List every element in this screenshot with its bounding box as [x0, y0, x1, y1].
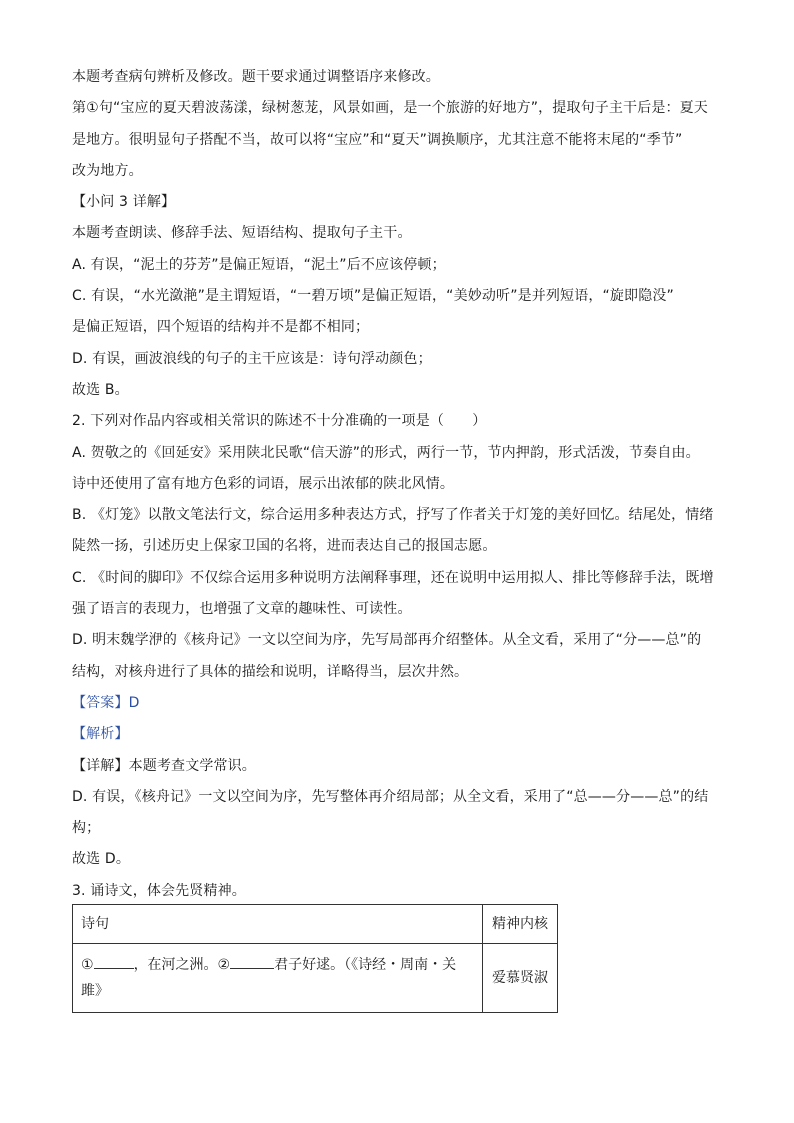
blank-1[interactable] [94, 954, 134, 969]
blank-2[interactable] [230, 954, 274, 969]
text-line: C. 有误，“水光潋滟”是主谓短语，“一碧万顷”是偏正短语，“美妙动听”是并列短语，“旋即隐没” [72, 288, 674, 305]
text-line: D. 有误，《核舟记》一文以空间为序，先写整体再介绍局部；从全文看，采用了“总——分——总”的结 [72, 788, 709, 805]
text-line: 是地方。很明显句子搭配不当，故可以将“宝应”和“夏天”调换顺序，尤其注意不能将末尾的“季节” [72, 131, 683, 148]
text-line: A. 有误，“泥土的芬芳”是偏正短语，“泥土”后不应该停顿； [72, 256, 446, 273]
document-body [72, 62, 722, 907]
table-header-row [73, 905, 558, 944]
text-line: 本题考查朗读、修辞手法、短语结构、提取句子主干。 [72, 225, 412, 242]
analysis-label: 【解析】 [72, 726, 129, 743]
option-a: A. 贺敬之的《回延安》采用陕北民歌“信天游”的形式，两行一节，节内押韵，形式活泼，节奏自由。 [72, 444, 700, 461]
question-2-stem: 2. 下列对作品内容或相关常识的陈述不十分准确的一项是（ ） [72, 413, 487, 430]
option-b-cont: 陡然一扬，引述历史上保家卫国的名将，进而表达自己的报国志愿。 [72, 538, 497, 555]
table-header-spirit: 精神内核 [483, 905, 558, 944]
table-header-verse: 诗句 [73, 905, 483, 944]
option-c-cont: 强了语言的表现力，也增强了文章的趣味性、可读性。 [72, 601, 412, 618]
verse-text-3: 雎》 [81, 983, 109, 999]
text-line: 构； [72, 820, 101, 837]
option-d: D. 明末魏学洢的《核舟记》一文以空间为序，先写局部再介绍整体。从全文看，采用了“分——总”的 [72, 632, 702, 649]
verse-cell [73, 944, 483, 1013]
text-line: D. 有误，画波浪线的句子的主干应该是：诗句浮动颜色； [72, 350, 432, 367]
question-3-stem: 3. 诵诗文，体会先贤精神。 [72, 882, 246, 899]
option-b: B. 《灯笼》以散文笔法行文，综合运用多种表达方式，抒写了作者关于灯笼的美好回忆。结尾处，情绪 [72, 507, 714, 524]
text-line: 是偏正短语，四个短语的结构并不是都不相同； [72, 319, 370, 336]
poem-table [72, 904, 558, 1013]
detail-line: 【详解】本题考查文学常识。 [72, 757, 256, 774]
text-line: 故选 B。 [72, 381, 129, 398]
sub-question-heading: 【小问 3 详解】 [72, 194, 176, 211]
text-line: 故选 D。 [72, 851, 130, 868]
text-line: 本题考查病句辨析及修改。题干要求通过调整语序来修改。 [72, 69, 440, 85]
table-row [73, 944, 558, 1013]
text-line: 改为地方。 [72, 162, 143, 179]
verse-text-2: 君子好逑。（《诗经・周南・关 [274, 957, 457, 973]
answer-label: 【答案】D [72, 694, 140, 711]
text-line: 第①句“宝应的夏天碧波荡漾，绿树葱茏，风景如画，是一个旅游的好地方”，提取句子主干后是：夏天 [72, 100, 708, 117]
verse-text-1: ，在河之洲。② [133, 957, 231, 973]
blank-1-number: ① [81, 957, 94, 973]
option-a-cont: 诗中还使用了富有地方色彩的词语，展示出浓郁的陕北风情。 [72, 475, 455, 492]
option-c: C. 《时间的脚印》不仅综合运用多种说明方法阐释事理，还在说明中运用拟人、排比等修辞手法，既增 [72, 569, 714, 586]
spirit-cell: 爱慕贤淑 [483, 944, 558, 1013]
option-d-cont: 结构，对核舟进行了具体的描绘和说明，详略得当，层次井然。 [72, 663, 469, 680]
